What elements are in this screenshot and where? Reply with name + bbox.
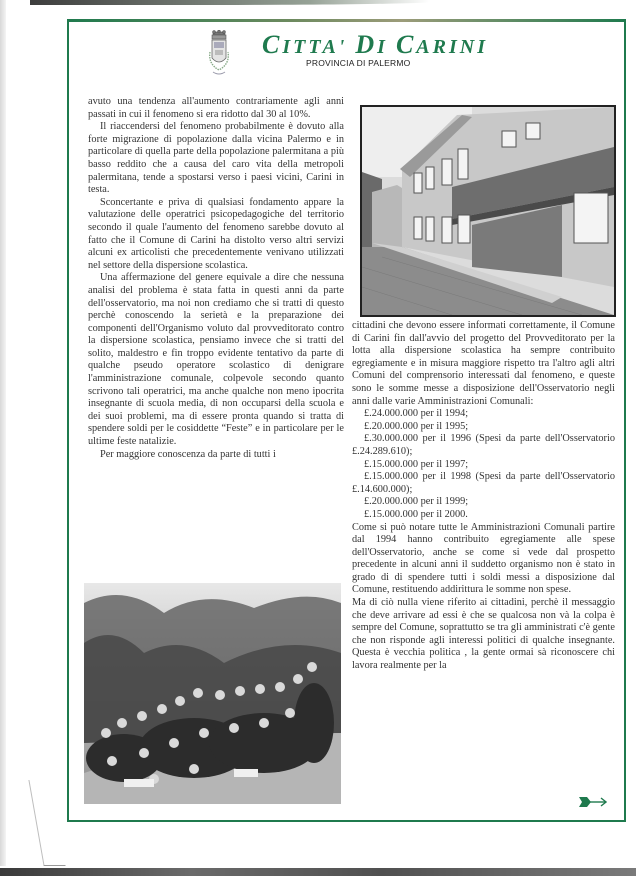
article-paragraph: Come si può notare tutte le Amministrazioni Comunali partire dal 1994 hanno contribuito egregiamente alle spese dell'Osservatorio, anche se come si vede dal prospetto precedente in alcuni anni il suddetto organismo non è stato in grado di di spendere tutti i soldi messi a disposizione dal Comune, restituendo addirittura le somme non spese. (352, 521, 615, 596)
scan-left-edge (0, 0, 6, 866)
title-text: I (377, 36, 396, 58)
students-group-photo (84, 583, 341, 804)
article-paragraph: Una affermazione del genere equivale a dire che nessuna analisi del problema è stata fatta in questi anni da parte dell'osservatorio, ma noi non crediamo che si tratti di questo perchè conoscendo la serietà e la preparazione dei componenti dell'Organismo voluto dal provveditorato contro la dispersione scolastica, pensiamo invece che si tratti del solito, maldestro e fin troppo evidente tentativo da parte di qualche pseudo operatore scolastico di denigrare l'amministrazione comunale, colpevole secondo quanto scrivono tali operatrici, ma anche qualche non meno ipocrita insegnante di scuola media, di non occuparsi della scuola e dei suoi problemi, ma di essere pronta quando si tratta di spendere soldi per le cosiddette “Feste” e in particolare per le ultime feste natalizie. (88, 272, 344, 448)
article-left-column (88, 96, 344, 461)
title-text: ITTA' (282, 36, 356, 58)
article-paragraph: Sconcertante e priva di qualsiasi fondamento appare la valutazione delle operatrici psicopedagogiche del territorio secondo il quale l'aumento del fenomeno sarebbe dovuto al fatto che il Comune di Carini ha distolto verso altri servizi alcuni ex articolisti che precedentemente venivano utilizzati nel settore della dispersione scolastica. (88, 196, 344, 271)
funding-list-item: £.20.000.000 per il 1995; (364, 420, 469, 432)
funding-list-item: £.20.000.000 per il 1999; (364, 496, 469, 508)
scan-bottom-band (0, 868, 636, 876)
scan-top-shadow (30, 0, 430, 5)
title-text: ARINI (416, 36, 488, 58)
right-column-conclusion (352, 522, 615, 673)
coat-of-arms-icon (206, 30, 232, 78)
title-capital-letter: C (395, 30, 417, 59)
funding-list-item: £.15.000.000 per il 2000. (364, 508, 468, 520)
page-frame-top-border (67, 19, 626, 22)
page-title (262, 30, 488, 60)
title-capital-letter: C (262, 30, 283, 59)
right-column-intro: cittadini che devono essere informati correttamente, il Comune di Carini fin dall'avvio del progetto del Provveditorato per la lotta alla dispersione scolastica ha sempre contribuito egregiamente e in misura maggiore rispetto tra l'altro agli altri Comuni del comprensorio interessati dal fenomeno, e queste sono le somme messe a disposizione dell'Osservatorio negli anni dalle varie Amministrazioni Comunali: (352, 320, 615, 407)
article-paragraph: Ma di ciò nulla viene riferito ai cittadini, perchè il messaggio che deve arrivare ad essi è che se qualcosa non và la colpa è sempre del Comune, soprattutto se tra gli amministrati c'è gente che non risponde agli interessi politici di qualche insegnante. Questa è vecchia politica , la gente ormai sà riconoscere chi lavora realmente per la (352, 597, 615, 672)
funding-list (352, 408, 615, 521)
building-illustration (362, 107, 614, 315)
school-building-photo (360, 105, 616, 317)
article-paragraph: Per maggiore conoscenza da parte di tutti i (100, 448, 276, 460)
article-paragraph: avuto una tendenza all'aumento contrariamente agli anni passati in cui il fenomeno si era ridotto dal 30 al 10%. (88, 96, 344, 120)
funding-list-item: £.15.000.000 per il 1997; (364, 458, 469, 470)
funding-list-item: £.24.000.000 per il 1994; (364, 408, 469, 420)
funding-list-item: £.30.000.000 per il 1996 (Spesi da parte dell'Osservatorio £.24.289.610); (352, 433, 615, 457)
continue-arrow-icon (579, 796, 607, 808)
article-right-column (352, 320, 615, 673)
funding-list-item: £.15.000.000 per il 1998 (Spesi da parte dell'Osservatorio £.14.600.000); (352, 471, 615, 495)
title-capital-letter: D (355, 30, 378, 59)
article-paragraph: Il riaccendersi del fenomeno probabilmente è dovuto alla forte migrazione di popolazione dalla vicina Palermo e in particolare di quella parte della popolazione palermitana a più basso reddito che a causa del caro vita della metropoli palermitana, tende a spostarsi verso i paesi vicini, Carini in testa. (88, 121, 344, 196)
group-illustration (84, 583, 341, 804)
page-tear-edge (28, 780, 65, 866)
page-subtitle: PROVINCIA DI PALERMO (306, 58, 411, 68)
